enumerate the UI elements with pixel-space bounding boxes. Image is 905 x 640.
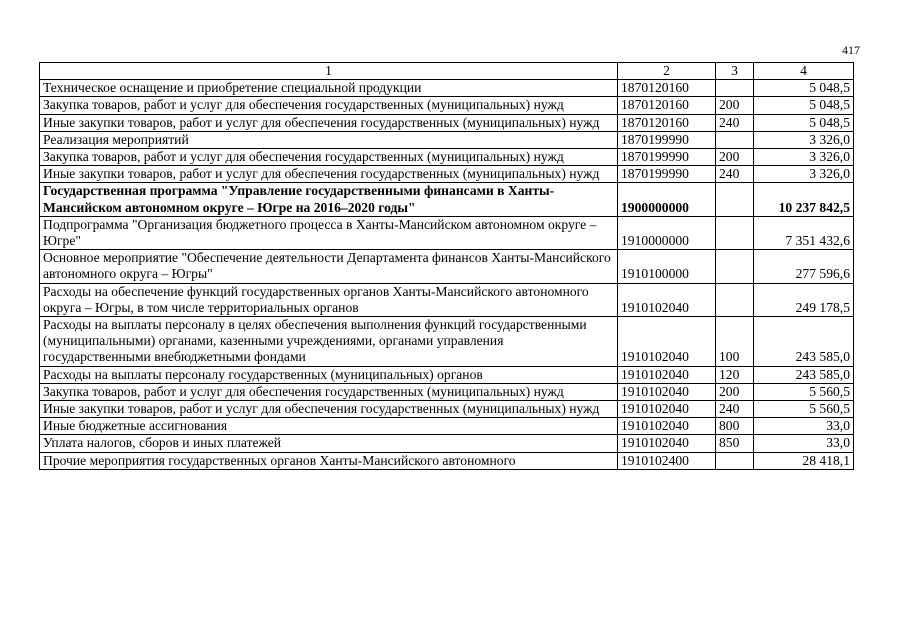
table-header-row	[40, 63, 854, 80]
row-name: Уплата налогов, сборов и иных платежей	[40, 435, 618, 452]
row-name: Реализация мероприятий	[40, 131, 618, 148]
row-type	[716, 216, 754, 249]
row-code: 1870199990	[618, 131, 716, 148]
row-type: 240	[716, 166, 754, 183]
row-code: 1900000000	[618, 183, 716, 216]
row-amount: 249 178,5	[754, 283, 854, 316]
row-name: Иные закупки товаров, работ и услуг для обеспечения государственных (муниципальных) нужд	[40, 114, 618, 131]
table-row	[40, 80, 854, 97]
row-type: 240	[716, 401, 754, 418]
row-code: 1910102040	[618, 401, 716, 418]
row-code: 1910102040	[618, 435, 716, 452]
row-name: Техническое оснащение и приобретение специальной продукции	[40, 80, 618, 97]
row-amount: 243 585,0	[754, 317, 854, 367]
table-row	[40, 183, 854, 216]
row-type: 100	[716, 317, 754, 367]
row-name: Иные закупки товаров, работ и услуг для обеспечения государственных (муниципальных) нужд	[40, 401, 618, 418]
row-name: Иные бюджетные ассигнования	[40, 418, 618, 435]
table-row	[40, 317, 854, 367]
row-amount: 5 560,5	[754, 383, 854, 400]
row-code: 1910102040	[618, 366, 716, 383]
row-name: Расходы на выплаты персоналу в целях обеспечения выполнения функций государственными (муниципальными) органами, казенными учреждениями, органами управления государственными внебюджетными фондами	[40, 317, 618, 367]
row-name: Подпрограмма "Организация бюджетного процесса в Ханты-Мансийском автономном округе – Югре"	[40, 216, 618, 249]
budget-table	[39, 62, 854, 470]
row-type	[716, 283, 754, 316]
table-row	[40, 418, 854, 435]
row-amount: 3 326,0	[754, 149, 854, 166]
row-type: 850	[716, 435, 754, 452]
row-code: 1870120160	[618, 80, 716, 97]
row-amount: 243 585,0	[754, 366, 854, 383]
row-code: 1910102040	[618, 317, 716, 367]
row-name: Основное мероприятие "Обеспечение деятельности Департамента финансов Ханты-Мансийского автономного округа – Югры"	[40, 250, 618, 283]
row-code: 1910102400	[618, 452, 716, 469]
row-code: 1870120160	[618, 114, 716, 131]
row-type: 240	[716, 114, 754, 131]
header-col-2: 2	[618, 63, 716, 80]
row-type: 120	[716, 366, 754, 383]
row-name: Прочие мероприятия государственных органов Ханты-Мансийского автономного	[40, 452, 618, 469]
row-name: Закупка товаров, работ и услуг для обеспечения государственных (муниципальных) нужд	[40, 149, 618, 166]
table-row	[40, 435, 854, 452]
row-type: 200	[716, 149, 754, 166]
row-amount: 33,0	[754, 418, 854, 435]
table-row	[40, 97, 854, 114]
row-amount: 28 418,1	[754, 452, 854, 469]
page-number: 417	[842, 43, 860, 57]
row-amount: 5 048,5	[754, 114, 854, 131]
header-col-4: 4	[754, 63, 854, 80]
table-row	[40, 166, 854, 183]
table-row	[40, 114, 854, 131]
row-type	[716, 183, 754, 216]
row-amount: 3 326,0	[754, 166, 854, 183]
table-row	[40, 383, 854, 400]
row-amount: 5 048,5	[754, 80, 854, 97]
table-row	[40, 131, 854, 148]
row-amount: 5 560,5	[754, 401, 854, 418]
table-row	[40, 283, 854, 316]
row-type: 800	[716, 418, 754, 435]
row-code: 1910102040	[618, 283, 716, 316]
row-code: 1910102040	[618, 418, 716, 435]
row-amount: 33,0	[754, 435, 854, 452]
table-row	[40, 366, 854, 383]
row-name: Закупка товаров, работ и услуг для обеспечения государственных (муниципальных) нужд	[40, 97, 618, 114]
row-amount: 7 351 432,6	[754, 216, 854, 249]
row-type	[716, 452, 754, 469]
table-row	[40, 452, 854, 469]
table-row	[40, 250, 854, 283]
header-col-1: 1	[40, 63, 618, 80]
row-type	[716, 80, 754, 97]
row-amount: 3 326,0	[754, 131, 854, 148]
table-row	[40, 149, 854, 166]
row-type	[716, 131, 754, 148]
table-body	[40, 63, 854, 470]
row-code: 1870199990	[618, 166, 716, 183]
row-amount: 5 048,5	[754, 97, 854, 114]
row-name: Государственная программа "Управление государственными финансами в Ханты-Мансийском автономном округе – Югре на 2016–2020 годы"	[40, 183, 618, 216]
row-type: 200	[716, 383, 754, 400]
row-amount: 10 237 842,5	[754, 183, 854, 216]
row-name: Расходы на обеспечение функций государственных органов Ханты-Мансийского автономного округа – Югры, в том числе территориальных органов	[40, 283, 618, 316]
row-code: 1910102040	[618, 383, 716, 400]
table-row	[40, 401, 854, 418]
row-code: 1870199990	[618, 149, 716, 166]
row-code: 1870120160	[618, 97, 716, 114]
row-name: Иные закупки товаров, работ и услуг для обеспечения государственных (муниципальных) нужд	[40, 166, 618, 183]
row-type	[716, 250, 754, 283]
row-amount: 277 596,6	[754, 250, 854, 283]
row-code: 1910000000	[618, 216, 716, 249]
row-code: 1910100000	[618, 250, 716, 283]
row-name: Закупка товаров, работ и услуг для обеспечения государственных (муниципальных) нужд	[40, 383, 618, 400]
row-type: 200	[716, 97, 754, 114]
header-col-3: 3	[716, 63, 754, 80]
table-row	[40, 216, 854, 249]
row-name: Расходы на выплаты персоналу государственных (муниципальных) органов	[40, 366, 618, 383]
